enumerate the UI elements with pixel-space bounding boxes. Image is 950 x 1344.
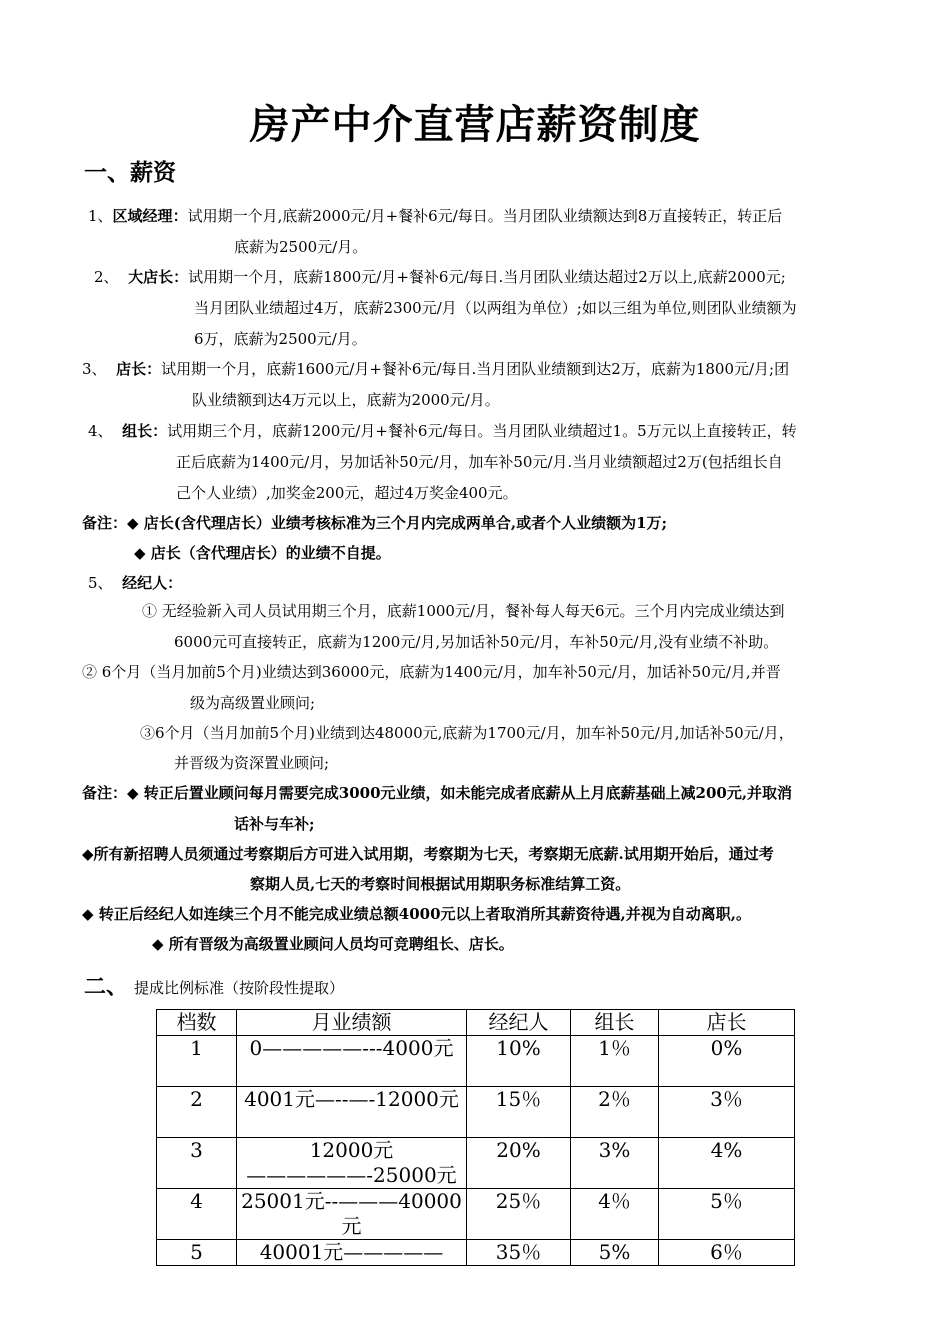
header-team-leader: 组长 xyxy=(571,1010,659,1036)
cell-leader-rate: 3% xyxy=(571,1138,659,1189)
table-header-row xyxy=(157,1010,795,1036)
cell-tier: 4 xyxy=(157,1189,237,1240)
table-row xyxy=(157,1036,795,1087)
cell-manager-rate: 5％ xyxy=(659,1189,795,1240)
item-1-line-2: 底薪为2500元/月。 xyxy=(234,238,368,256)
role-label: 组长 xyxy=(122,422,153,440)
item-5-line: 5、 经纪人： xyxy=(88,574,183,592)
cell-range: 12000元——————-25000元 xyxy=(237,1138,467,1189)
table-row xyxy=(157,1087,795,1138)
item-4-line-1: 4、 组长：试用期三个月，底薪1200元/月+餐补6元/每日。当月团队业绩超过1。5万元以上直接转正，转 xyxy=(88,422,797,440)
section-heading-commission: 二、 xyxy=(84,974,129,1000)
cell-agent-rate: 10% xyxy=(467,1036,571,1087)
cell-leader-rate: 5% xyxy=(571,1240,659,1266)
section-heading-salary: 一、薪资 xyxy=(84,159,176,186)
item-5-sub-1-line-2: 6000元可直接转正，底薪为1200元/月,另加话补50元/月，车补50元/月,没有业绩不补助。 xyxy=(174,633,779,651)
page-title: 房产中介直营店薪资制度 xyxy=(249,101,701,148)
role-label: 店长 xyxy=(116,360,147,378)
item-5-sub-2-line-1: ② 6个月（当月加前5个月)业绩达到36000元，底薪为1400元/月，加车补50元/月，加话补50元/月,并晋 xyxy=(82,663,781,681)
cell-tier: 5 xyxy=(157,1240,237,1266)
cell-leader-rate: 2％ xyxy=(571,1087,659,1138)
table-row xyxy=(157,1240,795,1266)
role-label: 区域经理 xyxy=(112,207,173,225)
item-2-line-1: 2、 大店长：试用期一个月，底薪1800元/月+餐补6元/每日.当月团队业绩达超过2万以上,底薪2000元; xyxy=(94,268,786,286)
role-label: 大店长 xyxy=(128,268,174,286)
cell-tier: 1 xyxy=(157,1036,237,1087)
item-2-line-2: 当月团队业绩超过4万，底薪2300元/月（以两组为单位）;如以三组为单位,则团队业绩额为 xyxy=(194,299,797,317)
note-2-line-2: 话补与车补; xyxy=(234,815,315,833)
header-agent: 经纪人 xyxy=(467,1010,571,1036)
cell-range: 25001元--———40000元 xyxy=(237,1189,467,1240)
cell-manager-rate: 0% xyxy=(659,1036,795,1087)
note-2-line-3: ◆所有新招聘人员须通过考察期后方可进入试用期，考察期为七天，考察期无底薪.试用期开始后，通过考 xyxy=(82,845,774,863)
item-4-line-2: 正后底薪为1400元/月，另加话补50元/月，加车补50元/月.当月业绩额超过2万(包括组长自 xyxy=(176,453,783,471)
cell-range: 40001元————— xyxy=(237,1240,467,1266)
cell-tier: 2 xyxy=(157,1087,237,1138)
cell-leader-rate: 1％ xyxy=(571,1036,659,1087)
cell-agent-rate: 15％ xyxy=(467,1087,571,1138)
item-3-line-2: 队业绩额到达4万元以上，底薪为2000元/月。 xyxy=(192,391,500,409)
note-2-line-5: ◆ 转正后经纪人如连续三个月不能完成业绩总额4000元以上者取消所其薪资待遇,并视为自动离职,。 xyxy=(82,905,751,923)
role-label: 经纪人 xyxy=(122,574,168,592)
note-2-line-1: 备注：◆ 转正后置业顾问每月需要完成3000元业绩，如未能完成者底薪从上月底薪基础上减200元,并取消 xyxy=(82,784,793,802)
item-1-line-1: 1、区域经理：试用期一个月,底薪2000元/月+餐补6元/每日。当月团队业绩额达到8万直接转正，转正后 xyxy=(88,207,783,225)
cell-manager-rate: 3％ xyxy=(659,1087,795,1138)
table-row xyxy=(157,1138,795,1189)
cell-manager-rate: 4% xyxy=(659,1138,795,1189)
cell-manager-rate: 6％ xyxy=(659,1240,795,1266)
item-2-line-3: 6万，底薪为2500元/月。 xyxy=(194,330,367,348)
item-5-sub-1-line-1: ① 无经验新入司人员试用期三个月，底薪1000元/月，餐补每人每天6元。三个月内完成业绩达到 xyxy=(142,602,785,620)
cell-leader-rate: 4％ xyxy=(571,1189,659,1240)
note-1-line-1: 备注：◆ 店长(含代理店长）业绩考核标准为三个月内完成两单合,或者个人业绩额为1万; xyxy=(82,514,668,532)
item-5-sub-2-line-2: 级为高级置业顾问; xyxy=(190,694,316,712)
note-1-line-2: ◆ 店长（含代理店长）的业绩不自提。 xyxy=(134,544,391,562)
header-tier: 档数 xyxy=(157,1010,237,1036)
header-monthly-performance: 月业绩额 xyxy=(237,1010,467,1036)
cell-agent-rate: 35％ xyxy=(467,1240,571,1266)
item-3-line-1: 3、 店长：试用期一个月，底薪1600元/月+餐补6元/每日.当月团队业绩额到达2万，底薪为1800元/月;团 xyxy=(82,360,790,378)
cell-agent-rate: 20% xyxy=(467,1138,571,1189)
cell-range: 0—————---4000元 xyxy=(237,1036,467,1087)
header-store-manager: 店长 xyxy=(659,1010,795,1036)
cell-agent-rate: 25％ xyxy=(467,1189,571,1240)
cell-range: 4001元—--—-12000元 xyxy=(237,1087,467,1138)
item-5-sub-3-line-2: 并晋级为资深置业顾问; xyxy=(174,754,330,772)
item-4-line-3: 己个人业绩）,加奖金200元，超过4万奖金400元。 xyxy=(176,484,518,502)
section-subtitle: 提成比例标准（按阶段性提取） xyxy=(134,979,345,997)
note-2-line-6: ◆ 所有晋级为高级置业顾问人员均可竞聘组长、店长。 xyxy=(152,935,514,953)
cell-tier: 3 xyxy=(157,1138,237,1189)
item-5-sub-3-line-1: ③6个月（当月加前5个月)业绩到达48000元,底薪为1700元/月，加车补50元/月,加话补50元/月， xyxy=(140,724,794,742)
note-2-line-4: 察期人员,七天的考察时间根据试用期职务标准结算工资。 xyxy=(250,875,631,893)
commission-table xyxy=(156,1009,795,1266)
table-row xyxy=(157,1189,795,1240)
